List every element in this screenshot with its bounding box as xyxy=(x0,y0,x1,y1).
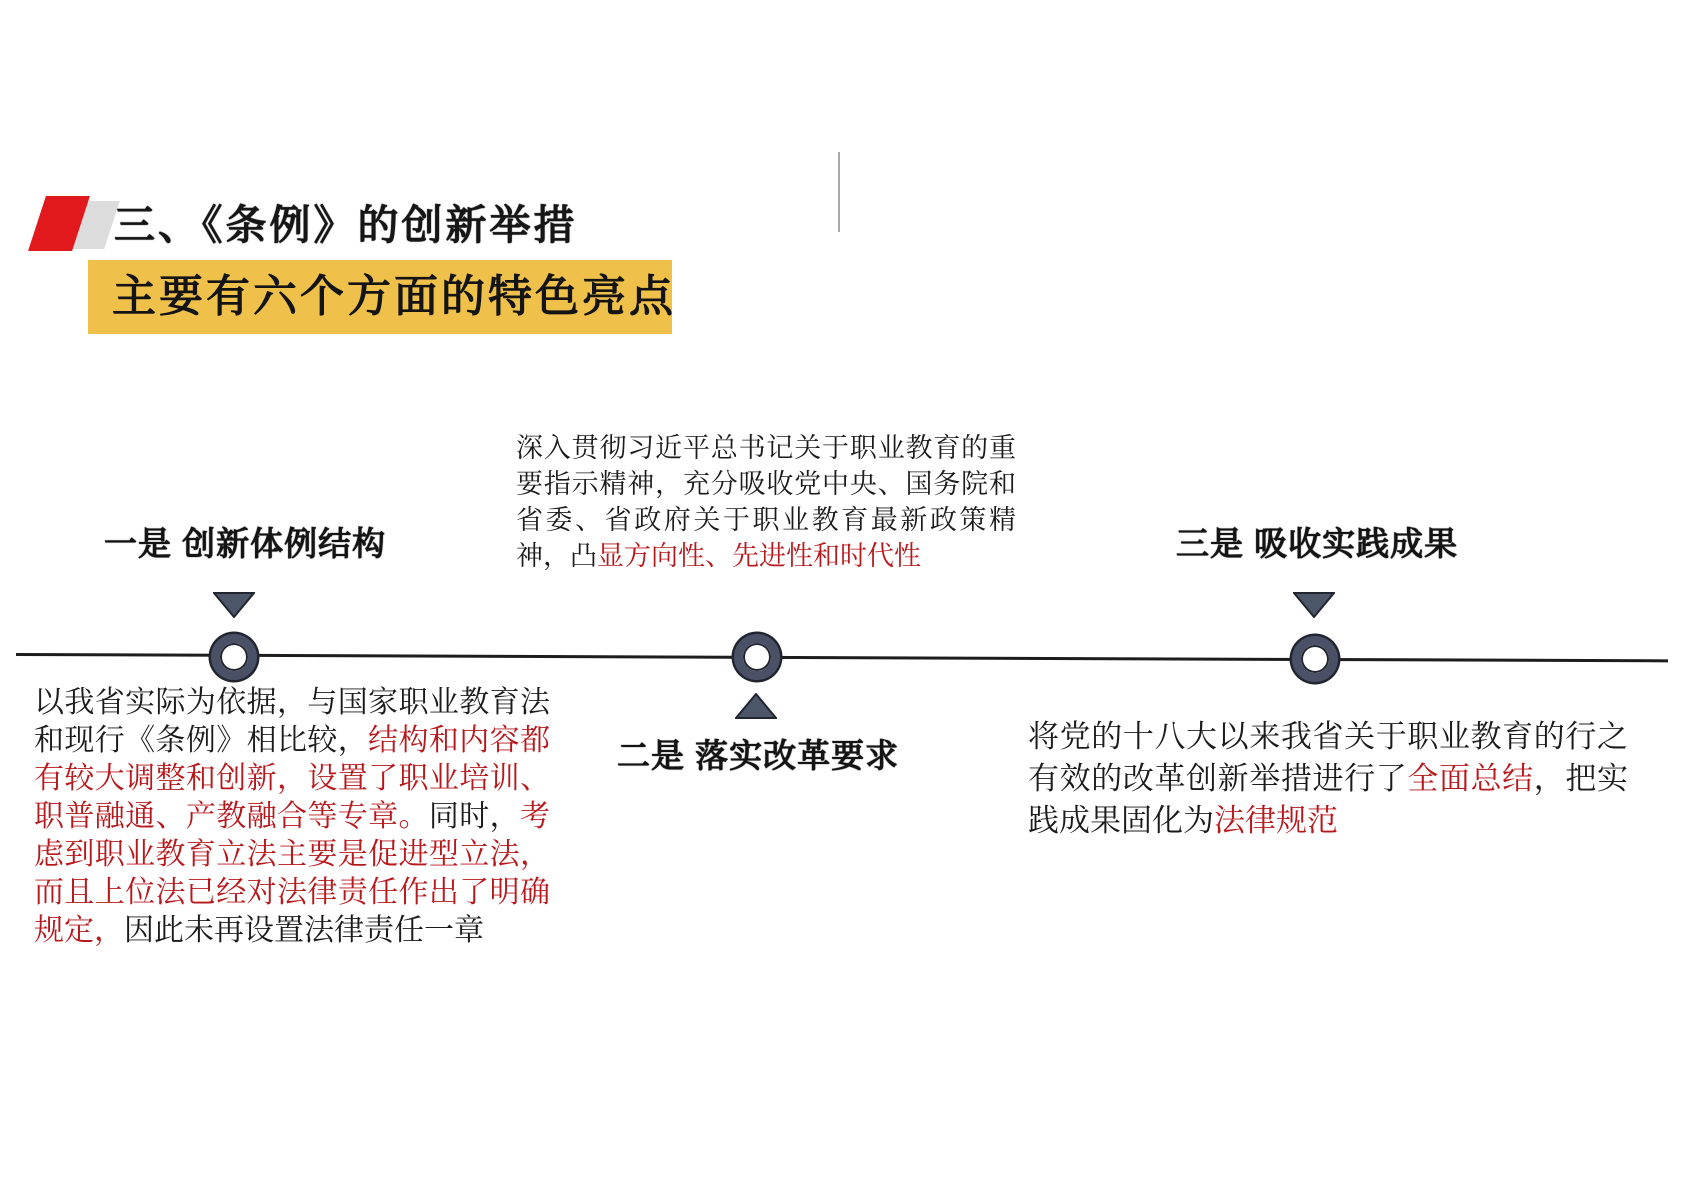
text-segment-red: 法律规范 xyxy=(1214,803,1338,838)
node1-paragraph xyxy=(34,684,550,950)
text-segment-black: 同时， xyxy=(428,800,520,833)
text-segment-red: 全面总结 xyxy=(1407,761,1534,796)
text-segment-black: 以我省实际为依据，与国家职业教育法和现行《条例》相比较， xyxy=(34,686,550,757)
triangle-up-icon xyxy=(735,693,777,719)
timeline-line xyxy=(16,653,1668,662)
text-segment-black: 因此未再设置法律责任一章 xyxy=(124,914,484,947)
node3-label: 三是 吸收实践成果 xyxy=(1176,525,1459,562)
text-segment-red: 结构和内容都有较大调整和创新，设置了职业培训、职普融通、产教融合等专章。 xyxy=(34,724,550,833)
node2-paragraph xyxy=(516,430,1016,574)
node1-label: 一是 创新体例结构 xyxy=(104,525,387,562)
node3-paragraph xyxy=(1028,716,1628,842)
timeline-node2-circle xyxy=(734,634,780,680)
triangle-down-icon xyxy=(213,592,255,618)
triangle-down-icon xyxy=(1293,592,1335,618)
node2-label: 二是 落实改革要求 xyxy=(617,737,900,774)
timeline-node1-circle xyxy=(211,634,257,680)
text-segment-black: 将党的十八大以来我省关于职业教育的行之有效的改革创新举措进行了 xyxy=(1028,719,1628,796)
highlight-banner: 主要有六个方面的特色亮点 xyxy=(88,260,672,334)
text-segment-black: ，把实践成果固化为 xyxy=(1028,761,1629,838)
text-segment-red: 显方向性、先进性和时代性 xyxy=(597,541,921,571)
text-segment-red: 考虑到职业教育立法主要是促进型立法，而且上位法已经对法律责任作出了明确规定， xyxy=(34,800,550,947)
page-title: 三、《条例》的创新举措 xyxy=(114,202,578,248)
timeline-node3-circle xyxy=(1292,636,1338,682)
scan-artifact-line xyxy=(838,152,840,232)
text-segment-black: 深入贯彻习近平总书记关于职业教育的重要指示精神，充分吸收党中央、国务院和省委、省政府关于职业教育最新政策精神，凸 xyxy=(516,433,1016,571)
